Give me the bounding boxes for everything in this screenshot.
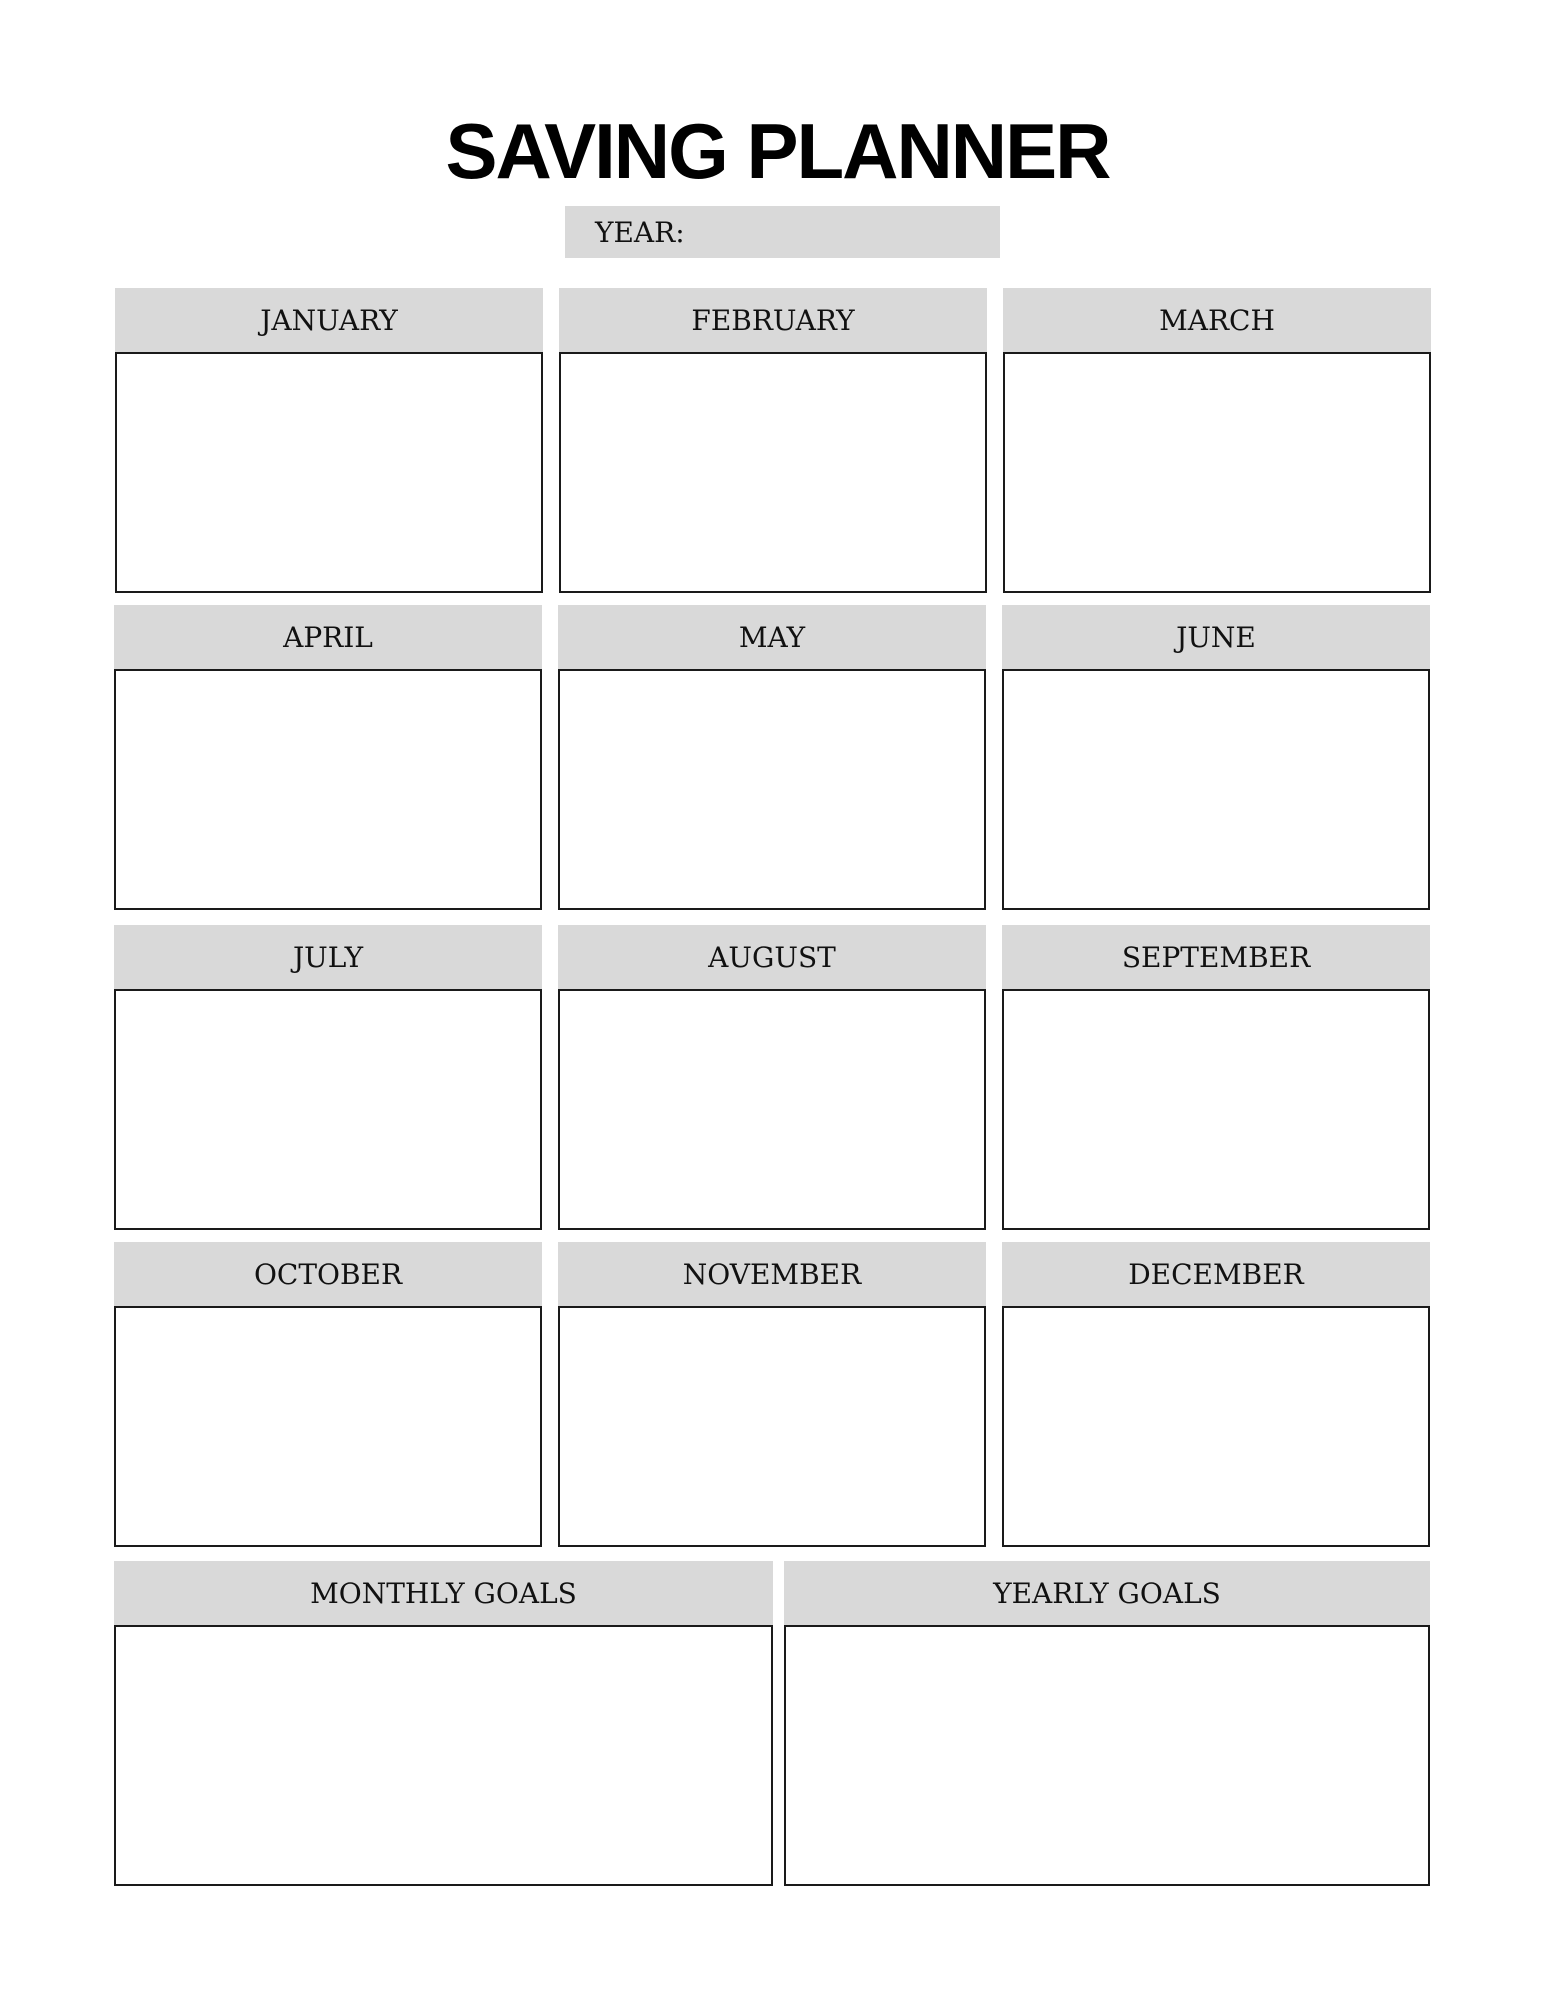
month-header: JUNE <box>1002 605 1430 669</box>
month-header: OCTOBER <box>114 1242 542 1306</box>
month-header: FEBRUARY <box>559 288 987 352</box>
month-january <box>115 288 543 593</box>
month-july <box>114 925 542 1230</box>
year-field[interactable] <box>565 206 1000 258</box>
month-march <box>1003 288 1431 593</box>
page-title: SAVING PLANNER <box>445 107 1110 195</box>
month-april <box>114 605 542 910</box>
goals-entry-box[interactable] <box>114 1625 773 1886</box>
month-header: AUGUST <box>558 925 986 989</box>
goals-header: YEARLY GOALS <box>784 1561 1430 1625</box>
month-entry-box[interactable] <box>558 989 986 1230</box>
year-label: YEAR: <box>595 215 685 249</box>
month-october <box>114 1242 542 1547</box>
month-entry-box[interactable] <box>1002 1306 1430 1547</box>
month-header: JANUARY <box>115 288 543 352</box>
month-august <box>558 925 986 1230</box>
month-entry-box[interactable] <box>114 989 542 1230</box>
month-header: MARCH <box>1003 288 1431 352</box>
month-entry-box[interactable] <box>558 1306 986 1547</box>
month-entry-box[interactable] <box>1002 989 1430 1230</box>
month-header: SEPTEMBER <box>1002 925 1430 989</box>
goals-header: MONTHLY GOALS <box>114 1561 773 1625</box>
month-entry-box[interactable] <box>114 1306 542 1547</box>
month-may <box>558 605 986 910</box>
month-entry-box[interactable] <box>558 669 986 910</box>
month-header: MAY <box>558 605 986 669</box>
month-entry-box[interactable] <box>1003 352 1431 593</box>
month-june <box>1002 605 1430 910</box>
month-february <box>559 288 987 593</box>
month-header: APRIL <box>114 605 542 669</box>
monthly-goals <box>114 1561 773 1886</box>
month-entry-box[interactable] <box>1002 669 1430 910</box>
month-entry-box[interactable] <box>559 352 987 593</box>
month-header: NOVEMBER <box>558 1242 986 1306</box>
month-header: DECEMBER <box>1002 1242 1430 1306</box>
month-september <box>1002 925 1430 1230</box>
goals-entry-box[interactable] <box>784 1625 1430 1886</box>
month-december <box>1002 1242 1430 1547</box>
month-header: JULY <box>114 925 542 989</box>
month-entry-box[interactable] <box>114 669 542 910</box>
month-entry-box[interactable] <box>115 352 543 593</box>
month-november <box>558 1242 986 1547</box>
yearly-goals <box>784 1561 1430 1886</box>
